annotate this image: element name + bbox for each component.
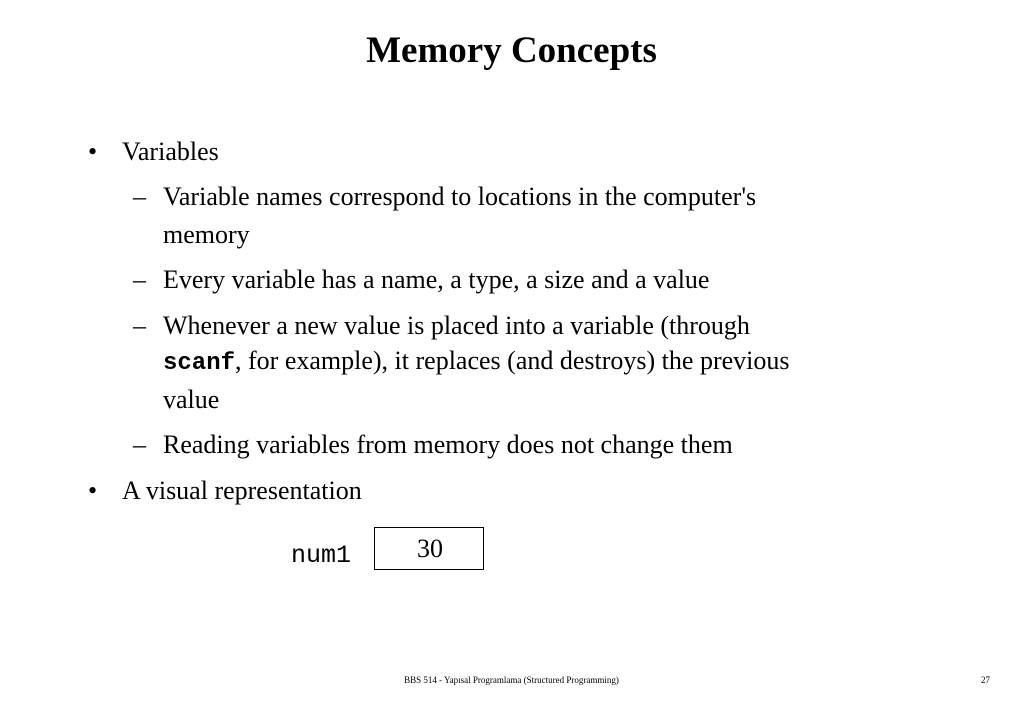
subitem-every-variable: Every variable has a name, a type, a size and a value [163,265,710,294]
slide-title: Memory Concepts [366,30,657,71]
diagram-variable-name: num1 [291,541,352,570]
diagram-memory-value: 30 [417,534,443,563]
subitem-whenever-line2 [163,346,789,379]
subitem-whenever-line2-rest: , for example), it replaces (and destroys) the previous [235,346,790,375]
subitem-whenever-line1: Whenever a new value is placed into a variable (through [163,311,750,340]
subitem-reading-variables: Reading variables from memory does not change them [163,430,733,459]
dash-marker: – [133,265,146,294]
bullet-visual-representation: A visual representation [122,476,362,505]
subitem-variable-names-line1: Variable names correspond to locations in the computer's [163,182,757,211]
footer-course-title: BBS 514 - Yapısal Programlama (Structured Programming) [404,675,619,685]
footer-page-number: 27 [981,675,990,685]
bullet-marker: • [88,137,98,166]
subitem-variable-names-line2: memory [163,220,250,249]
dash-marker: – [133,430,146,459]
dash-marker: – [133,182,146,211]
dash-marker: – [133,311,146,340]
code-scanf: scanf [163,350,236,377]
subitem-whenever-line3: value [163,385,220,414]
bullet-variables: Variables [122,137,219,166]
diagram-memory-cell [374,527,484,570]
bullet-marker: • [88,476,98,505]
